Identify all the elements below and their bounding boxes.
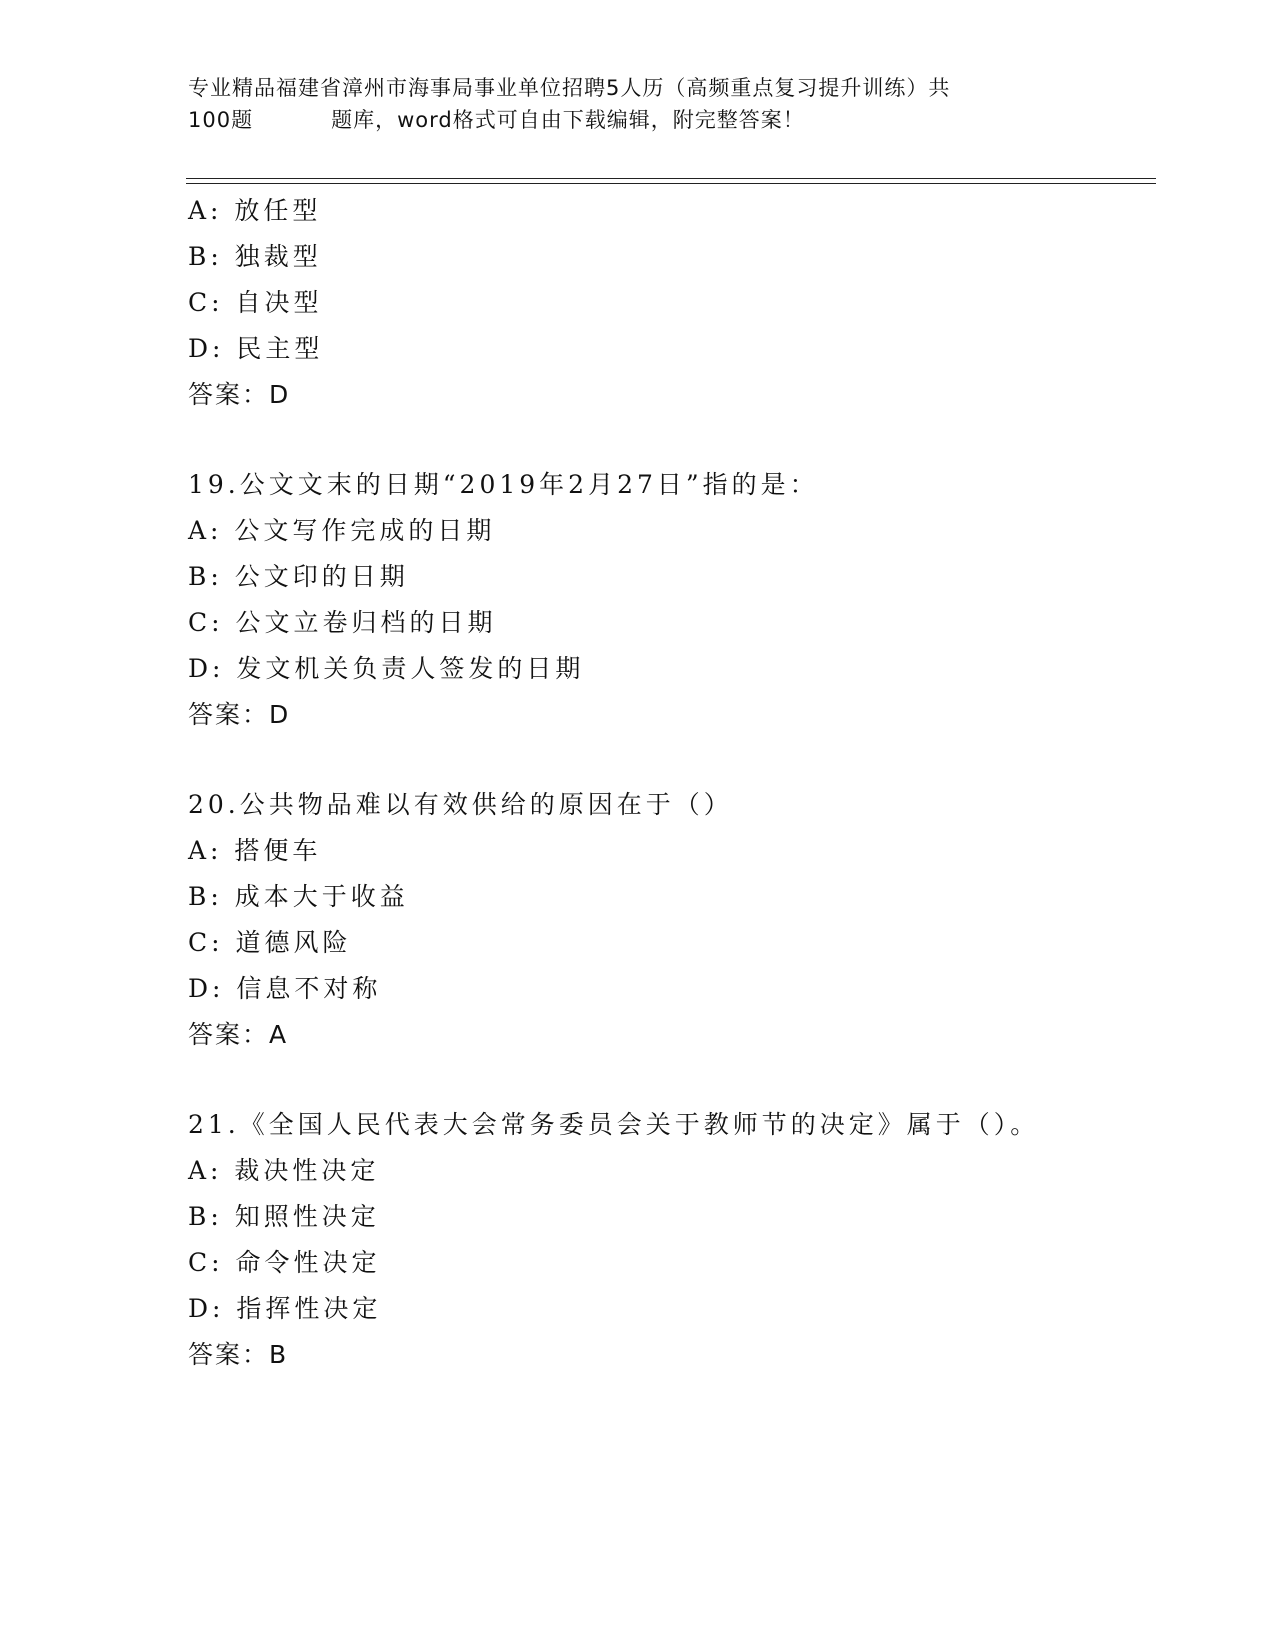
header-line-2 bbox=[188, 104, 1088, 136]
option-c: C: 命令性决定 bbox=[188, 1248, 381, 1277]
document-header bbox=[188, 72, 1088, 136]
answer-line: 答案：A bbox=[188, 1020, 289, 1049]
header-divider-top bbox=[186, 178, 1156, 179]
header-line-1: 专业精品福建省漳州市海事局事业单位招聘5人历（高频重点复习提升训练）共 bbox=[188, 76, 951, 100]
answer-line: 答案：D bbox=[188, 380, 291, 409]
question-stem: 21.《全国人民代表大会常务委员会关于教师节的决定》属于（）。 bbox=[188, 1110, 1040, 1139]
question-list bbox=[188, 188, 1168, 1378]
option-b: B: 独裁型 bbox=[188, 242, 322, 271]
header-description: 题库，word格式可自由下载编辑，附完整答案！ bbox=[331, 108, 805, 132]
answer-line: 答案：D bbox=[188, 700, 291, 729]
option-c: C: 道德风险 bbox=[188, 928, 352, 957]
question-block-20 bbox=[188, 782, 1168, 1058]
answer-line: 答案：B bbox=[188, 1340, 289, 1369]
question-stem: 19.公文文末的日期“2019年2月27日”指的是： bbox=[188, 470, 819, 499]
header-question-count: 100题 bbox=[188, 108, 254, 132]
option-b: B: 知照性决定 bbox=[188, 1202, 380, 1231]
option-c: C: 自决型 bbox=[188, 288, 323, 317]
question-block-18 bbox=[188, 188, 1168, 418]
option-a: A: 裁决性决定 bbox=[188, 1156, 380, 1185]
option-d: D: 民主型 bbox=[188, 334, 324, 363]
question-stem: 20.公共物品难以有效供给的原因在于（） bbox=[188, 790, 733, 819]
question-block-19 bbox=[188, 462, 1168, 738]
option-d: D: 指挥性决定 bbox=[188, 1294, 382, 1323]
option-d: D: 发文机关负责人签发的日期 bbox=[188, 654, 585, 683]
option-a: A: 公文写作完成的日期 bbox=[188, 516, 496, 545]
option-b: B: 公文印的日期 bbox=[188, 562, 409, 591]
option-d: D: 信息不对称 bbox=[188, 974, 382, 1003]
option-a: A: 搭便车 bbox=[188, 836, 322, 865]
option-a: A: 放任型 bbox=[188, 196, 322, 225]
option-c: C: 公文立卷归档的日期 bbox=[188, 608, 497, 637]
question-block-21 bbox=[188, 1102, 1168, 1378]
header-divider-bottom bbox=[186, 183, 1156, 184]
option-b: B: 成本大于收益 bbox=[188, 882, 409, 911]
